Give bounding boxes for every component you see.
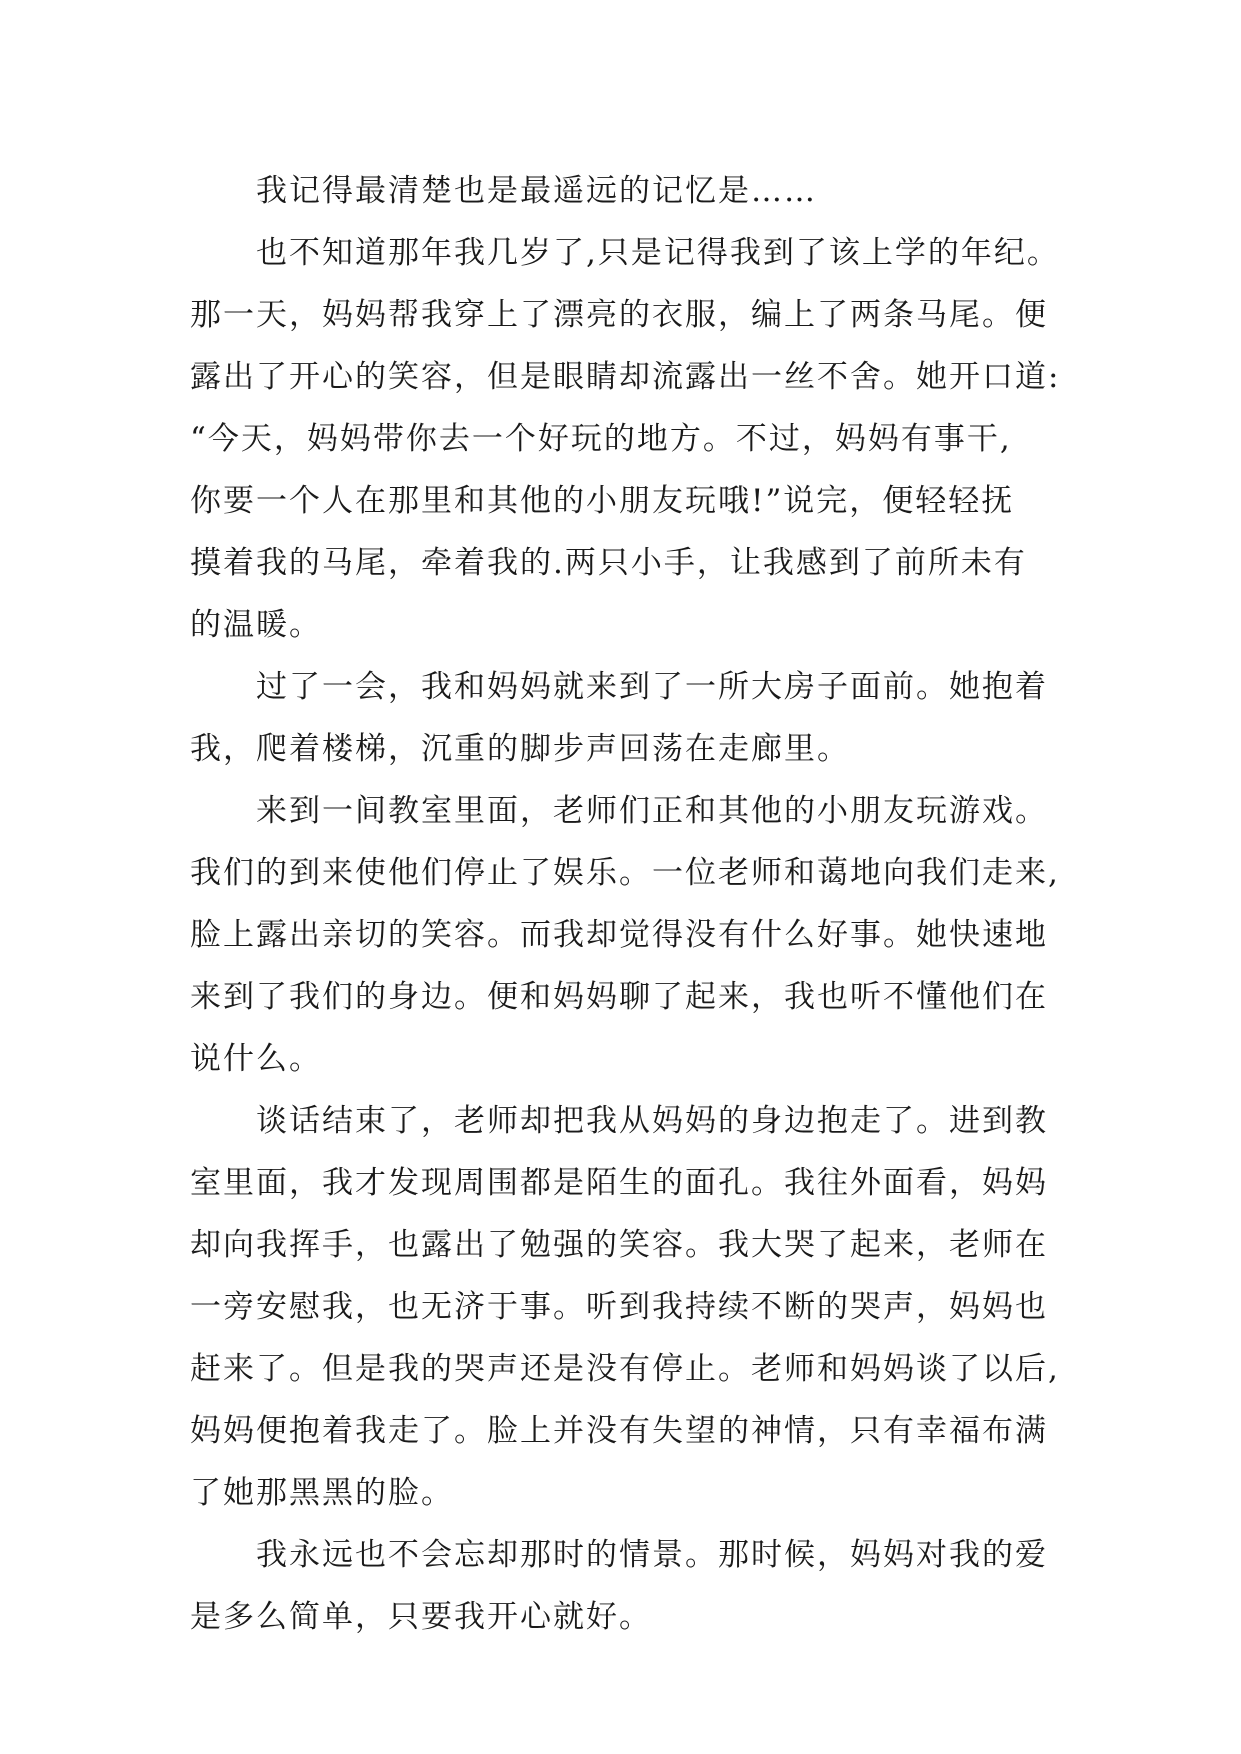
text-line: 的温暖。 [190,607,322,643]
text-line: 我，爬着楼梯，沉重的脚步声回荡在走廊里。 [190,731,850,767]
essay-text [190,160,1070,1648]
text-line: 来到了我们的身边。便和妈妈聊了起来，我也听不懂他们在 [190,979,1048,1015]
text-line: 妈妈便抱着我走了。脸上并没有失望的神情，只有幸福布满 [190,1413,1048,1449]
text-line: 来到一间教室里面，老师们正和其他的小朋友玩游戏。 [256,793,1048,829]
text-line: 摸着我的马尾，牵着我的.两只小手，让我感到了前所未有 [190,545,1027,581]
text-line: 也不知道那年我几岁了,只是记得我到了该上学的年纪。 [256,235,1060,271]
text-line: 说什么。 [190,1041,322,1077]
text-line: 赶来了。但是我的哭声还是没有停止。老师和妈妈谈了以后, [190,1351,1060,1387]
text-line: 露出了开心的笑容，但是眼睛却流露出一丝不舍。她开口道: [190,359,1061,395]
text-line: 是多么简单，只要我开心就好。 [190,1599,652,1635]
text-line: 我们的到来使他们停止了娱乐。一位老师和蔼地向我们走来, [190,855,1060,891]
text-line: 我永远也不会忘却那时的情景。那时候，妈妈对我的爱 [256,1537,1048,1573]
text-line: 却向我挥手，也露出了勉强的笑容。我大哭了起来，老师在 [190,1227,1048,1263]
text-line: 那一天，妈妈帮我穿上了漂亮的衣服，编上了两条马尾。便 [190,297,1048,333]
text-line: 脸上露出亲切的笑容。而我却觉得没有什么好事。她快速地 [190,917,1048,953]
text-line: 谈话结束了，老师却把我从妈妈的身边抱走了。进到教 [256,1103,1048,1139]
text-line: 过了一会，我和妈妈就来到了一所大房子面前。她抱着 [256,669,1048,705]
text-line: 了她那黑黑的脸。 [190,1475,454,1511]
text-line: 我记得最清楚也是最遥远的记忆是…… [256,173,817,209]
text-line: 你要一个人在那里和其他的小朋友玩哦!”说完，便轻轻抚 [190,483,1015,519]
text-line: “今天，妈妈带你去一个好玩的地方。不过，妈妈有事干, [190,421,1012,457]
text-line: 室里面，我才发现周围都是陌生的面孔。我往外面看，妈妈 [190,1165,1048,1201]
text-line: 一旁安慰我，也无济于事。听到我持续不断的哭声，妈妈也 [190,1289,1048,1325]
